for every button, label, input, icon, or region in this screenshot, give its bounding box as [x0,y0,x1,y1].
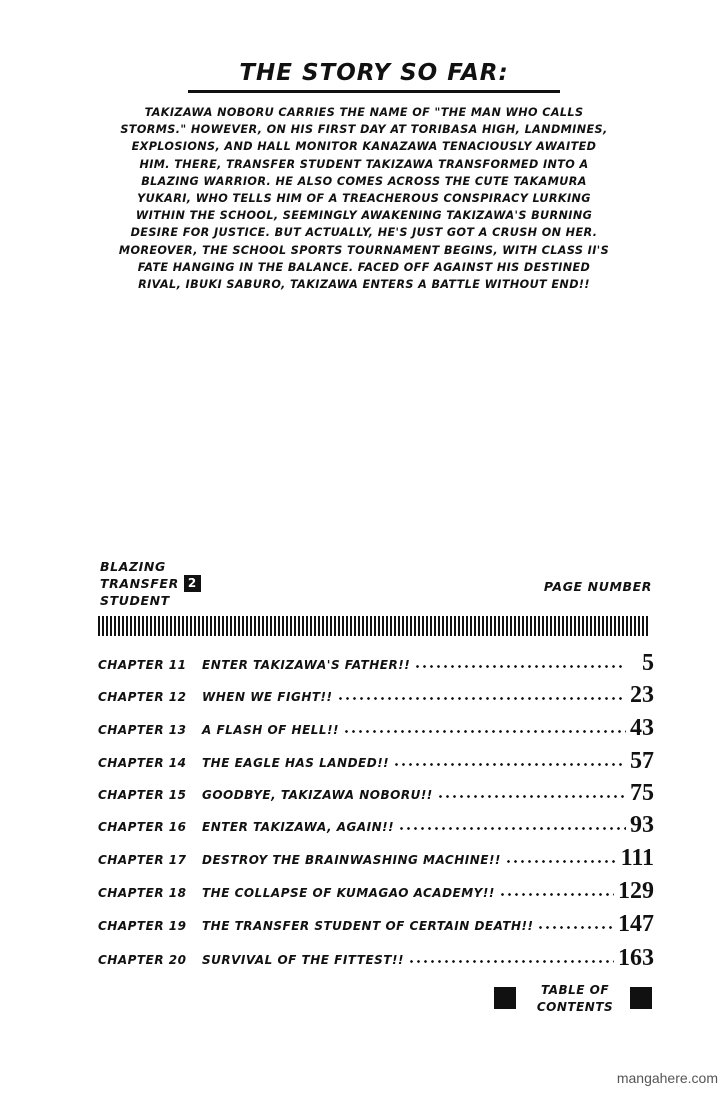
summary-line: MOREOVER, THE SCHOOL SPORTS TOURNAMENT BEGINS, WITH CLASS II'S [118,243,610,257]
series-logo [100,558,201,609]
dot-leader [414,665,626,668]
chapter-row [98,744,654,774]
decorative-barcode-rule [98,616,650,636]
summary-line: FATE HANGING IN THE BALANCE. FACED OFF AGAINST HIS DESTINED [137,260,591,274]
dot-leader [499,893,614,896]
summary-line: HIM. THERE, TRANSFER STUDENT TAKIZAWA TRANSFORMED INTO A [139,157,589,171]
chapter-page-number: 23 [630,682,654,708]
chapter-row [98,646,654,676]
chapter-page-number: 75 [630,780,654,806]
chapter-number: CHAPTER 17 [98,853,187,867]
chapter-page-number: 57 [630,748,654,774]
toc-label [532,982,618,1016]
chapter-page-number: 163 [618,945,654,971]
dot-leader [398,827,626,830]
chapter-title: ENTER TAKIZAWA'S FATHER!! [202,658,411,672]
chapter-title: DESTROY THE BRAINWASHING MACHINE!! [202,853,501,867]
chapter-row [98,776,654,806]
dot-leader [537,926,614,929]
series-line-1: BLAZING [100,559,166,574]
chapter-number: CHAPTER 16 [98,820,187,834]
toc-label-line-2: CONTENTS [536,1000,614,1014]
chapter-number: CHAPTER 12 [98,690,187,704]
chapter-title: ENTER TAKIZAWA, AGAIN!! [202,820,395,834]
chapter-number: CHAPTER 19 [98,919,187,933]
series-line-3: STUDENT [100,593,170,608]
chapter-row [98,841,654,871]
chapter-page-number: 129 [618,878,654,904]
summary-line: WITHIN THE SCHOOL, SEEMINGLY AWAKENING TAKIZAWA'S BURNING [135,209,593,223]
chapter-title: GOODBYE, TAKIZAWA NOBORU!! [202,788,433,802]
chapter-number: CHAPTER 11 [98,658,187,672]
watermark: mangahere.com [616,1070,718,1086]
chapter-number: CHAPTER 18 [98,886,187,900]
square-icon [630,987,652,1009]
chapter-page-number: 93 [630,812,654,838]
chapter-number: CHAPTER 14 [98,756,187,770]
toc-label-line-1: TABLE OF [540,983,610,997]
summary-line: TAKIZAWA NOBORU CARRIES THE NAME OF "THE MAN WHO CALLS [144,106,584,119]
volume-badge: 2 [184,575,201,592]
title-underline [188,90,560,93]
chapter-row [98,907,654,937]
square-icon [494,987,516,1009]
toc-footer [494,982,654,1022]
dot-leader [408,960,614,963]
dot-leader [437,795,626,798]
chapter-page-number: 5 [642,650,654,676]
chapter-row [98,941,654,971]
summary-line: DESIRE FOR JUSTICE. BUT ACTUALLY, HE'S JUST GOT A CRUSH ON HER. [130,226,598,240]
chapter-number: CHAPTER 15 [98,788,187,802]
chapter-number: CHAPTER 13 [98,723,187,737]
chapter-row [98,808,654,838]
chapter-row [98,678,654,708]
story-summary [86,104,642,293]
series-line-2: TRANSFER [100,576,179,591]
chapter-row [98,711,654,741]
series-line-2-row [100,575,201,592]
chapter-title: THE TRANSFER STUDENT OF CERTAIN DEATH!! [202,919,534,933]
chapter-page-number: 147 [618,911,654,937]
chapter-page-number: 111 [620,845,654,871]
dot-leader [337,697,627,700]
summary-line: YUKARI, WHO TELLS HIM OF A TREACHEROUS CONSPIRACY LURKING [137,192,591,206]
chapter-number: CHAPTER 20 [98,953,187,967]
page-number-header: PAGE NUMBER [543,579,652,594]
chapter-page-number: 43 [630,715,654,741]
summary-line: STORMS." HOWEVER, ON HIS FIRST DAY AT TORIBASA HIGH, LANDMINES, [120,123,608,137]
dot-leader [505,860,617,863]
summary-line: RIVAL, IBUKI SABURO, TAKIZAWA ENTERS A BATTLE WITHOUT END!! [138,278,590,292]
chapter-title: A FLASH OF HELL!! [202,723,340,737]
story-title: THE STORY SO FAR: [239,60,509,86]
summary-line: BLAZING WARRIOR. HE ALSO COMES ACROSS THE CUTE TAKAMURA [141,174,587,188]
chapter-title: WHEN WE FIGHT!! [202,690,333,704]
chapter-title: SURVIVAL OF THE FITTEST!! [202,953,404,967]
dot-leader [343,730,626,733]
summary-line: EXPLOSIONS, AND HALL MONITOR KANAZAWA TENACIOUSLY AWAITED [131,140,597,154]
dot-leader [393,763,626,766]
chapter-title: THE EAGLE HAS LANDED!! [202,756,390,770]
chapter-row [98,874,654,904]
chapter-title: THE COLLAPSE OF KUMAGAO ACADEMY!! [202,886,495,900]
